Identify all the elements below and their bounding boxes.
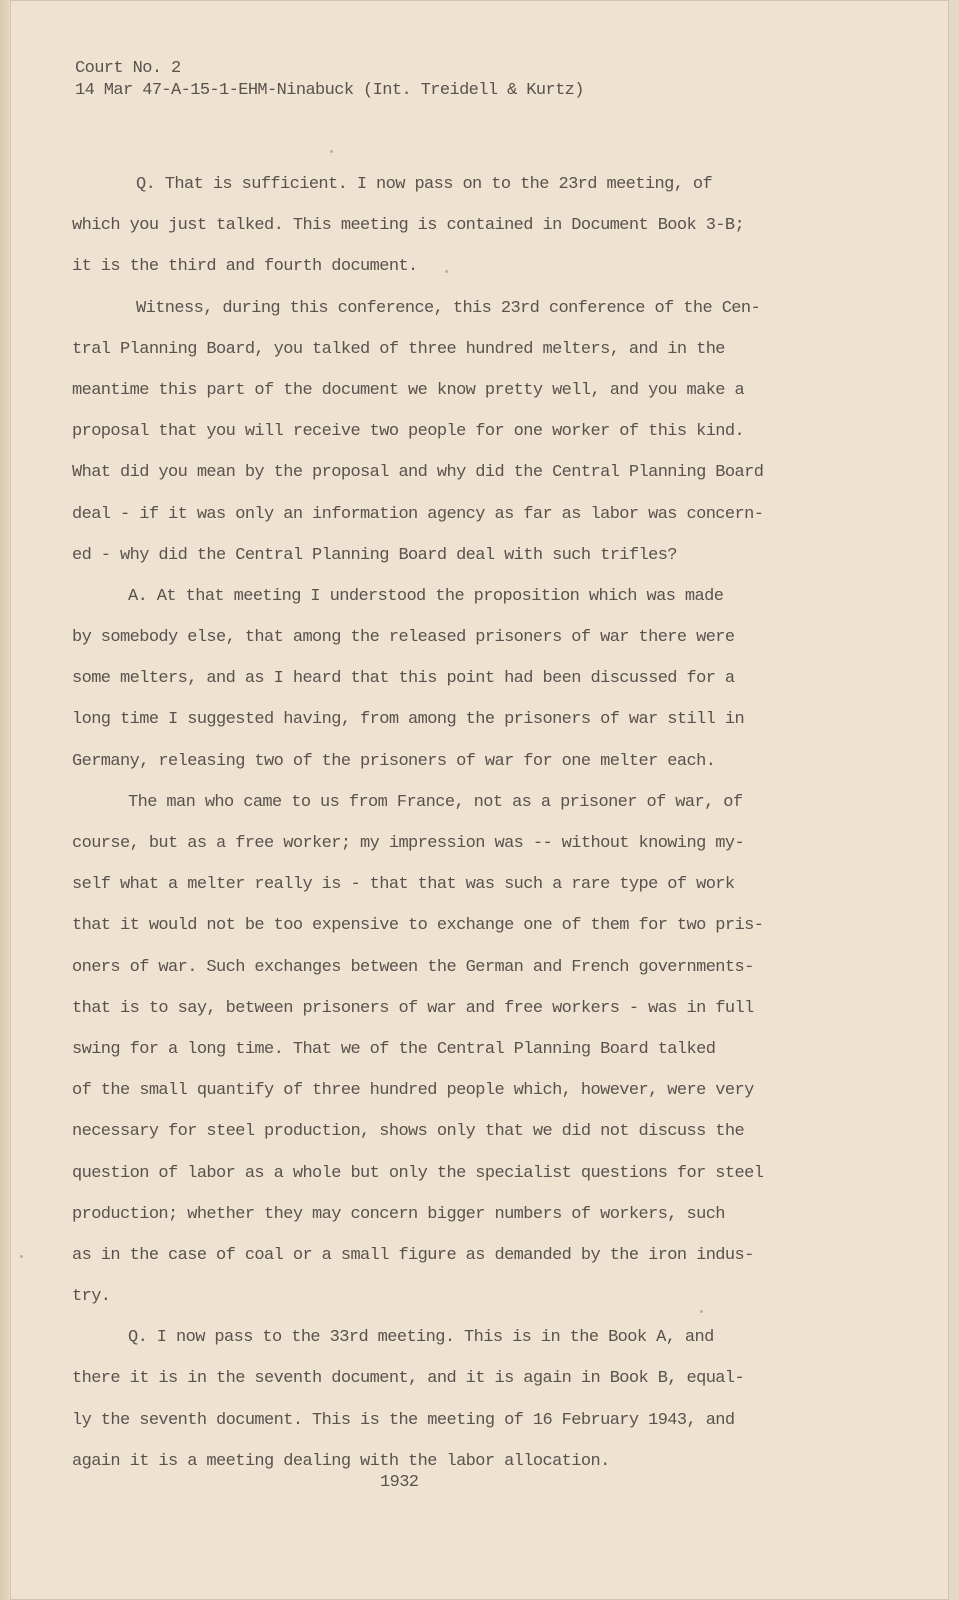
text-line: meantime this part of the document we know pretty well, and you make a	[72, 380, 745, 400]
text-line: Witness, during this conference, this 23rd conference of the Cen-	[136, 298, 761, 318]
document-page	[10, 0, 949, 1600]
text-line: tral Planning Board, you talked of three hundred melters, and in the	[72, 339, 725, 359]
text-line: deal - if it was only an information agency as far as labor was concern-	[72, 504, 764, 524]
paper-speck	[445, 270, 448, 273]
document-header	[75, 58, 584, 102]
text-line: that it would not be too expensive to exchange one of them for two pris-	[72, 916, 764, 936]
text-line: self what a melter really is - that that was such a rare type of work	[72, 875, 735, 895]
text-line: question of labor as a whole but only the specialist questions for steel	[72, 1163, 764, 1183]
text-line: ly the seventh document. This is the meeting of 16 February 1943, and	[72, 1410, 735, 1430]
text-line: oners of war. Such exchanges between the German and French governments-	[72, 957, 754, 977]
text-line: some melters, and as I heard that this point had been discussed for a	[72, 669, 735, 689]
text-line: by somebody else, that among the released prisoners of war there were	[72, 628, 735, 648]
paper-speck	[20, 1255, 23, 1258]
text-line: as in the case of coal or a small figure as demanded by the iron indus-	[72, 1245, 754, 1265]
text-line: necessary for steel production, shows only that we did not discuss the	[72, 1122, 745, 1142]
text-line: The man who came to us from France, not as a prisoner of war, of	[128, 792, 743, 812]
text-line: that is to say, between prisoners of war and free workers - was in full	[72, 998, 754, 1018]
text-line: course, but as a free worker; my impression was -- without knowing my-	[72, 834, 745, 853]
text-line: there it is in the seventh document, and it is again in Book B, equal-	[72, 1369, 745, 1389]
text-line: production; whether they may concern bigger numbers of workers, such	[72, 1204, 725, 1224]
text-line: What did you mean by the proposal and why did the Central Planning Board	[72, 463, 764, 483]
text-line: which you just talked. This meeting is contained in Document Book 3-B;	[72, 216, 745, 236]
text-line: long time I suggested having, from among the prisoners of war still in	[72, 710, 745, 730]
paper-speck	[700, 1310, 703, 1313]
text-line: proposal that you will receive two people for one worker of this kind.	[72, 422, 745, 442]
text-line: A. At that meeting I understood the proposition which was made	[128, 586, 724, 606]
page-number: 1932	[380, 1473, 419, 1492]
session-reference: 14 Mar 47-A-15-1-EHM-Ninabuck (Int. Treidell & Kurtz)	[75, 81, 584, 100]
paper-edge	[0, 0, 10, 1600]
text-line: swing for a long time. That we of the Central Planning Board talked	[72, 1039, 716, 1059]
transcript-body	[72, 164, 832, 1482]
text-line: Germany, releasing two of the prisoners of war for one melter each.	[72, 751, 716, 771]
text-line: again it is a meeting dealing with the labor allocation.	[72, 1451, 610, 1471]
text-line: it is the third and fourth document.	[72, 257, 418, 277]
text-line: Q. That is sufficient. I now pass on to the 23rd meeting, of	[136, 175, 713, 194]
text-line: of the small quantify of three hundred people which, however, were very	[72, 1081, 754, 1101]
court-number: Court No. 2	[75, 59, 181, 78]
paper-speck	[330, 150, 333, 153]
text-line: Q. I now pass to the 33rd meeting. This is in the Book A, and	[128, 1328, 714, 1348]
text-line: try.	[72, 1287, 111, 1307]
text-line: ed - why did the Central Planning Board deal with such trifles?	[72, 545, 677, 565]
